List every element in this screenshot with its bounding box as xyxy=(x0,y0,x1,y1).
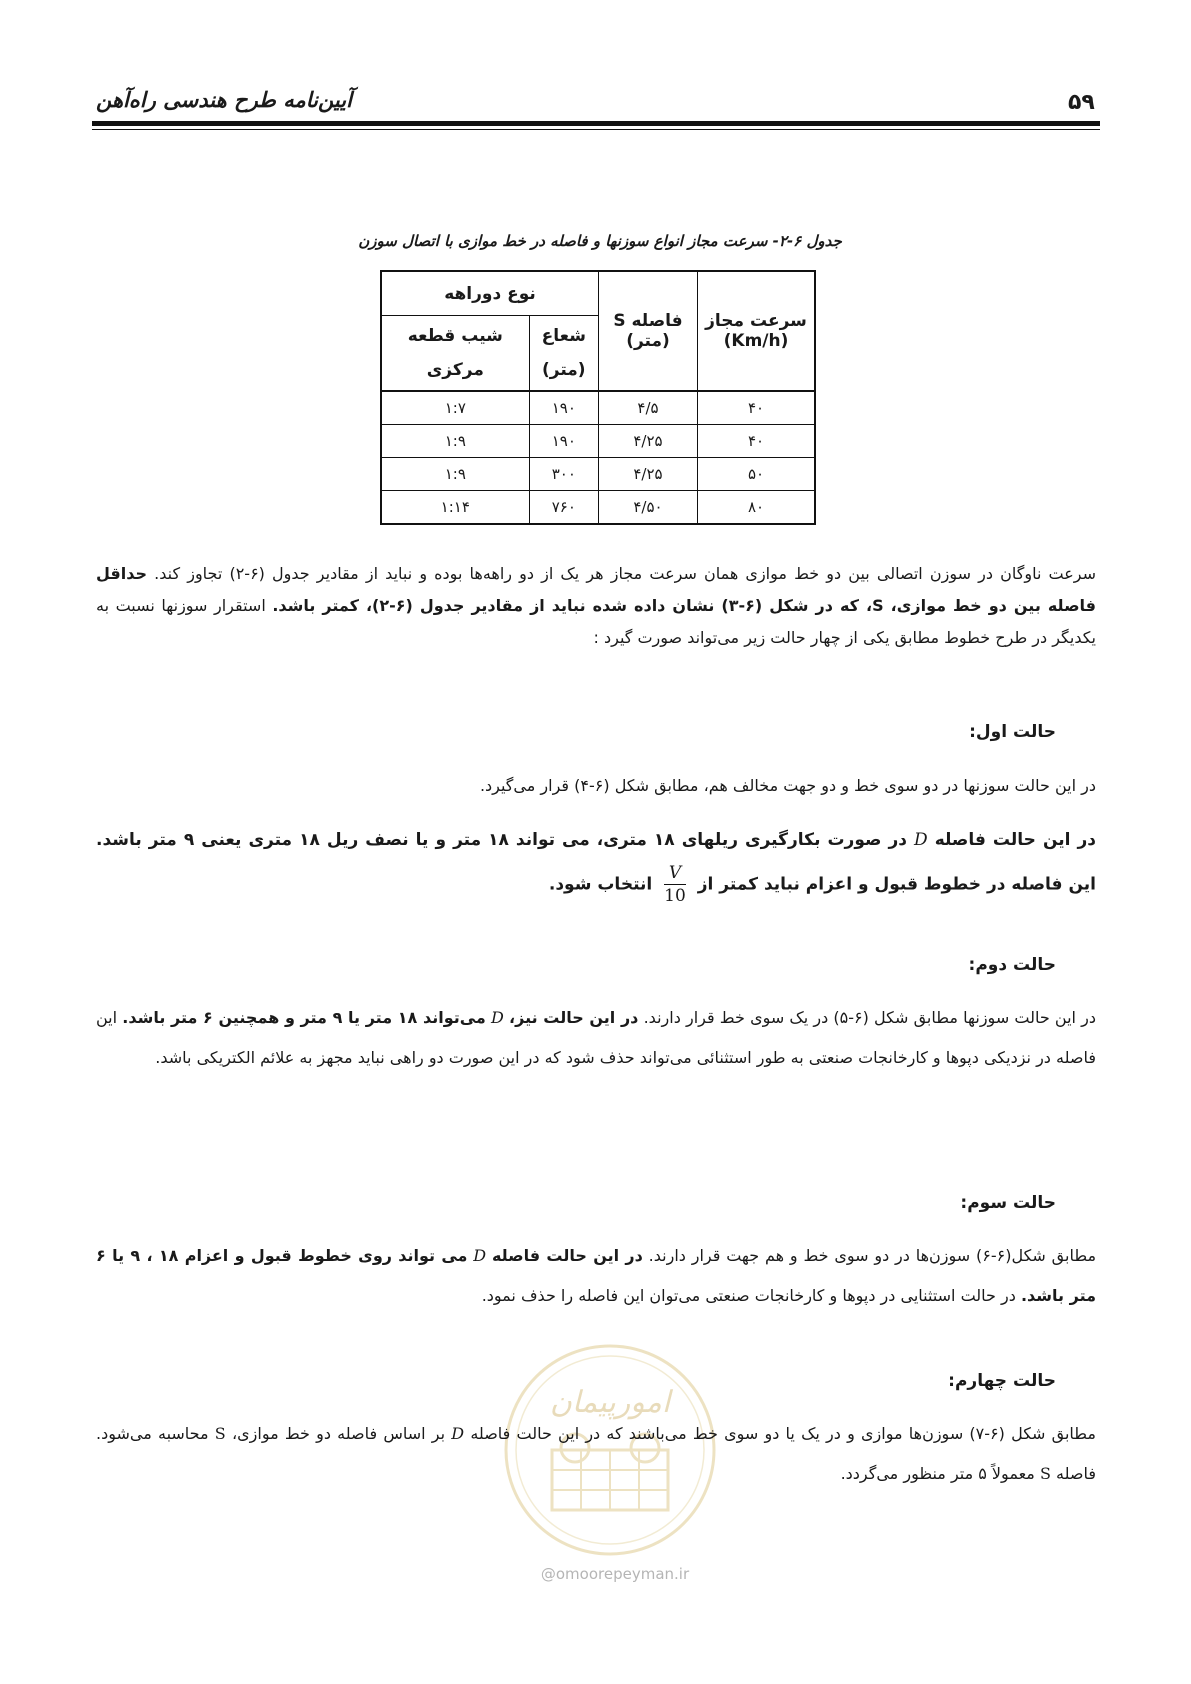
watermark-url: @omoorepeyman.ir xyxy=(540,1565,690,1583)
header-slope xyxy=(381,316,529,391)
header-radius-label: شعاع xyxy=(541,326,586,347)
header-radius-unit: (متر) xyxy=(542,360,586,381)
header-rule-thick xyxy=(92,121,1100,126)
speed-distance-table xyxy=(380,270,816,525)
case3-heading: حالت سوم: xyxy=(960,1193,1056,1213)
header-speed xyxy=(698,271,816,391)
case3-text-2a-bold: در این حالت فاصله xyxy=(491,1246,643,1265)
table-row xyxy=(381,458,815,491)
header-speed-unit: (Km/h) xyxy=(723,331,789,351)
fraction-denominator: 10 xyxy=(664,886,686,906)
header-rule-thin xyxy=(92,129,1100,130)
header-distance xyxy=(599,271,698,391)
cell-radius: ۳۰۰ xyxy=(529,458,598,491)
case4-text-4: معمولاً ۵ متر منظور می‌گردد. xyxy=(840,1464,1035,1483)
running-title: آیین‌نامه طرح هندسی راه‌آهن xyxy=(96,88,352,112)
cell-speed: ۸۰ xyxy=(698,491,816,525)
intro-text-2-bold: حداقل فاصله بین دو خط موازی، S، که در شکل (۶-۳) نشان داده شده نباید از مقادیر جدول (۶-۲)، کمتر باشد. xyxy=(96,564,1097,615)
header-speed-label: سرعت مجاز xyxy=(705,311,807,331)
header-distance-unit: (متر) xyxy=(626,331,670,351)
math-var-d: D xyxy=(451,1424,465,1443)
case3-text-2b-bold: می تواند روی خطوط قبول و اعزام ۱۸ ، ۹ یا ۶ متر باشد. xyxy=(96,1246,1096,1305)
math-var-s: S xyxy=(1039,1464,1051,1483)
cell-slope: ۱:۱۴ xyxy=(381,491,529,525)
cell-distance: ۴/۵۰ xyxy=(599,491,698,525)
cell-radius: ۱۹۰ xyxy=(529,425,598,458)
cell-radius: ۷۶۰ xyxy=(529,491,598,525)
case3-text-3: در حالت استثنایی در دپوها و کارخانجات صنعتی می‌توان این فاصله را حذف نمود. xyxy=(481,1286,1016,1305)
case1-paragraph-1: در این حالت سوزنها در دو سوی خط و دو جهت مخالف هم، مطابق شکل (۶-۴) قرار می‌گیرد. xyxy=(479,776,1096,795)
case1-text-c: انتخاب شود. xyxy=(548,874,653,895)
header-slope-label: شیب قطعه xyxy=(407,326,503,347)
cell-slope: ۱:۹ xyxy=(381,425,529,458)
cell-radius: ۱۹۰ xyxy=(529,391,598,425)
header-switch-type: نوع دوراهه xyxy=(381,271,599,316)
math-var-s: S xyxy=(214,1424,226,1443)
page-number: ۵۹ xyxy=(1068,90,1095,115)
case2-paragraph xyxy=(96,998,1096,1078)
cell-speed: ۵۰ xyxy=(698,458,816,491)
case4-text-2: بر اساس فاصله دو خط موازی، xyxy=(231,1424,446,1443)
case1-paragraph-2 xyxy=(96,818,1096,907)
cell-speed: ۴۰ xyxy=(698,391,816,425)
header-radius xyxy=(529,316,598,391)
case1-text-a: در این حالت فاصله xyxy=(934,830,1097,850)
math-var-d: D xyxy=(473,1246,487,1265)
table-row xyxy=(381,491,815,525)
case2-text-3: این فاصله در نزدیکی دپوها و کارخانجات صنعتی به طور استثنائی می‌تواند حذف شود که در این صورت دو راهی نباید مجهز به علائم الکتریکی باشد. xyxy=(96,1008,1096,1067)
case4-paragraph xyxy=(96,1414,1096,1494)
case1-text-b: در صورت بکارگیری ریلهای ۱۸ متری، می تواند ۱۸ متر و یا نصف ریل ۱۸ متری یعنی ۹ متر باشد. این فاصله در خطوط قبول و اعزام نباید کمتر از xyxy=(96,830,1096,895)
table-row xyxy=(381,425,815,458)
intro-text-3: استقرار سوزنها نسبت به یکدیگر در طرح خطوط مطابق یکی از چهار حالت زیر می‌تواند صورت گیرد : xyxy=(96,596,1096,647)
intro-paragraph xyxy=(96,558,1096,654)
case2-text-2a-bold: در این حالت نیز، xyxy=(509,1008,639,1027)
case1-heading: حالت اول: xyxy=(969,722,1056,742)
header-slope-label-2: مرکزی xyxy=(426,360,484,381)
case2-heading: حالت دوم: xyxy=(968,955,1056,975)
case2-text-2b-bold: می‌تواند ۱۸ متر یا ۹ متر و همچنین ۶ متر باشد. xyxy=(122,1008,486,1027)
cell-slope: ۱:۷ xyxy=(381,391,529,425)
cell-speed: ۴۰ xyxy=(698,425,816,458)
math-var-d: D xyxy=(914,830,928,850)
cell-slope: ۱:۹ xyxy=(381,458,529,491)
table-row xyxy=(381,391,815,425)
case4-text-1: مطابق شکل (۶-۷) سوزن‌ها موازی و در یک یا دو سوی خط می‌باشند که در این حالت فاصله xyxy=(470,1424,1097,1443)
header-distance-label: فاصله S xyxy=(613,311,683,331)
cell-distance: ۴/۵ xyxy=(599,391,698,425)
fraction-v-over-10 xyxy=(664,862,686,907)
fraction-numerator: V xyxy=(664,862,686,885)
intro-text-1: سرعت ناوگان در سوزن اتصالی بین دو خط موازی همان سرعت مجاز هر یک از دو راهه‌ها بوده و نباید از مقادیر جدول (۶-۲) تجاوز کند. xyxy=(154,564,1097,583)
case4-heading: حالت چهارم: xyxy=(948,1371,1056,1391)
case2-text-1: در این حالت سوزنها مطابق شکل (۶-۵) در یک سوی خط قرار دارند. xyxy=(643,1008,1097,1027)
watermark-brand: امورپیمان xyxy=(549,1385,671,1420)
case3-text-1: مطابق شکل(۶-۶) سوزن‌ها در دو سوی خط و هم جهت قرار دارند. xyxy=(648,1246,1097,1265)
cell-distance: ۴/۲۵ xyxy=(599,458,698,491)
case3-paragraph xyxy=(96,1236,1096,1316)
math-var-d: D xyxy=(491,1008,504,1027)
table-caption: جدول ۶-۲- سرعت مجاز انواع سوزنها و فاصله در خط موازی با اتصال سوزن xyxy=(358,232,842,250)
case4-text-3: محاسبه می‌شود. فاصله xyxy=(96,1424,1096,1483)
cell-distance: ۴/۲۵ xyxy=(599,425,698,458)
